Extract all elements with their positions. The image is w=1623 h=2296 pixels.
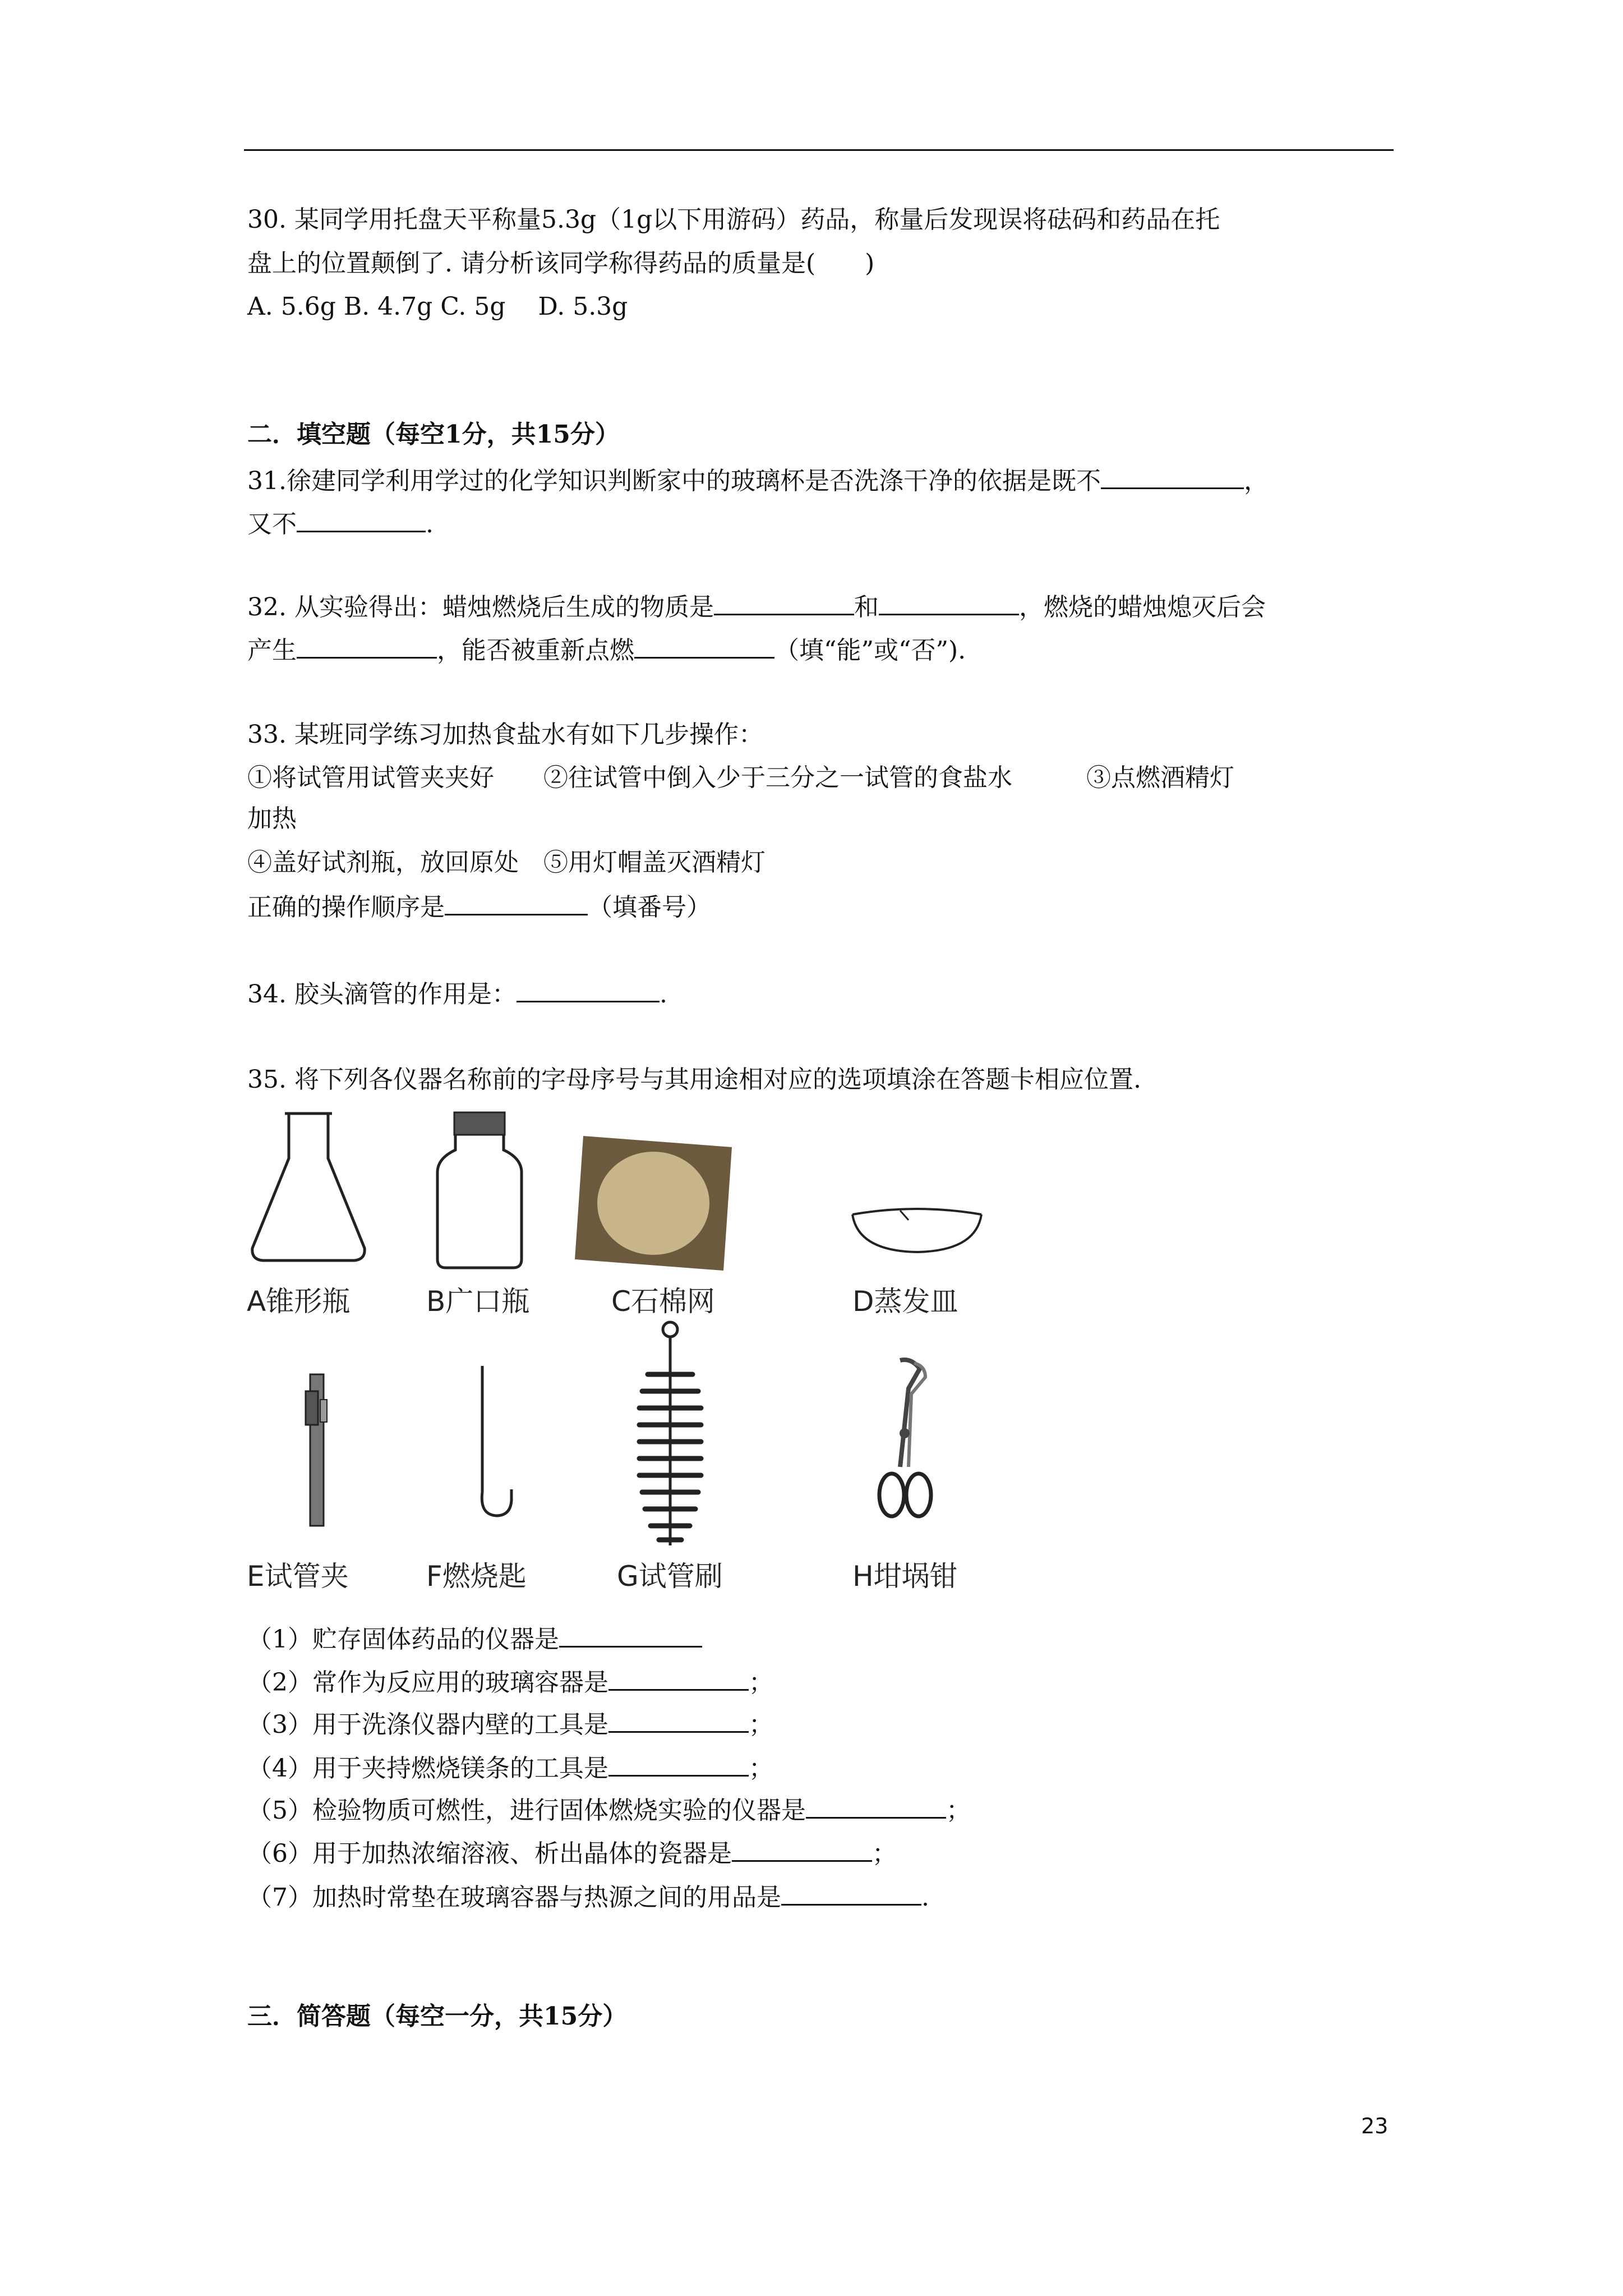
q35-item-6-blank[interactable] [732, 1835, 872, 1862]
q33-line5 [247, 889, 711, 924]
test-tube-brush-figure [628, 1318, 712, 1551]
q35-item-6-text: （6）用于加热浓缩溶液、析出晶体的瓷器是 [247, 1839, 732, 1868]
q34-blank[interactable] [517, 976, 660, 1002]
q32-line2 [247, 632, 966, 668]
q31-text-a: 31.徐建同学利用学过的化学知识判断家中的玻璃杯是否洗涤干净的依据是既不 [247, 467, 1101, 495]
q32-blank-4[interactable] [634, 632, 774, 659]
q31-text-d: . [426, 510, 434, 539]
caption-wide-mouth-bottle: B广口瓶 [426, 1285, 530, 1318]
page-number: 23 [1361, 2114, 1389, 2138]
q35-item-4-text: （4）用于夹持燃烧镁条的工具是 [247, 1754, 608, 1783]
q34-line [247, 976, 667, 1011]
q32-line1 [247, 589, 1266, 624]
q31-text-b: ， [1243, 467, 1269, 495]
q30-line1: 30. 某同学用托盘天平称量5.3g（1g以下用游码）药品，称量后发现误将砝码和药品在托 [247, 205, 1220, 234]
q33-text-a: 正确的操作顺序是 [247, 893, 445, 922]
q31-text-c: 又不 [247, 510, 297, 539]
wide-mouth-bottle-figure [432, 1108, 527, 1273]
q35-item-7-blank[interactable] [781, 1879, 921, 1906]
q35-item-2-blank[interactable] [608, 1664, 749, 1691]
q35-item-1 [247, 1621, 702, 1657]
q32-text-d: 产生 [247, 636, 297, 665]
q35-item-4 [247, 1750, 773, 1786]
header-rule [244, 149, 1394, 151]
test-tube-holder-figure [300, 1369, 334, 1531]
q32-blank-2[interactable] [879, 589, 1019, 615]
q35-item-2-text: （2）常作为反应用的玻璃容器是 [247, 1668, 608, 1697]
q35-intro: 35. 将下列各仪器名称前的字母序号与其用途相对应的选项填涂在答题卡相应位置. [247, 1065, 1141, 1094]
caption-test-tube-brush: G试管刷 [617, 1560, 723, 1593]
q31-blank-2[interactable] [297, 506, 426, 532]
crucible-tongs-figure [869, 1355, 942, 1523]
q31-line1 [247, 463, 1269, 498]
q35-item-5-end: ； [946, 1796, 971, 1825]
q35-item-2 [247, 1664, 773, 1700]
q35-item-5-text: （5）检验物质可燃性，进行固体燃烧实验的仪器是 [247, 1796, 806, 1825]
q35-item-3-end: ； [749, 1710, 773, 1739]
conical-flask-figure [247, 1108, 370, 1271]
q32-text-e: ，能否被重新点燃 [437, 636, 634, 665]
caption-conical-flask: A锥形瓶 [247, 1285, 351, 1318]
q33-line2: ①将试管用试管夹夹好 ②往试管中倒入少于三分之一试管的食盐水 ③点燃酒精灯 [247, 763, 1234, 792]
q35-item-7-end: . [921, 1883, 929, 1912]
q33-text-b: （填番号） [588, 893, 711, 922]
q30-line2: 盘上的位置颠倒了. 请分析该同学称得药品的质量是( ) [247, 249, 875, 278]
q31-blank-1[interactable] [1101, 463, 1244, 489]
q33-line1: 33. 某班同学练习加热食盐水有如下几步操作： [247, 720, 763, 749]
q35-item-7 [247, 1879, 929, 1915]
q30-options: A. 5.6g B. 4.7g C. 5g D. 5.3g [247, 292, 628, 321]
q32-blank-3[interactable] [297, 632, 437, 659]
q35-item-2-end: ； [749, 1668, 773, 1697]
q32-text-b: 和 [854, 593, 879, 622]
asbestos-gauze-figure [572, 1133, 735, 1273]
q35-item-6-end: ； [872, 1839, 897, 1868]
section2-heading: 二．填空题（每空1分，共15分） [247, 420, 620, 449]
q31-line2 [247, 506, 434, 541]
section3-heading: 三．简答题（每空一分，共15分） [247, 2002, 628, 2031]
q35-item-5-blank[interactable] [806, 1792, 946, 1819]
caption-crucible-tongs: H坩埚钳 [852, 1560, 958, 1593]
q34-text-a: 34. 胶头滴管的作用是： [247, 980, 517, 1009]
combustion-spoon-figure [465, 1363, 527, 1526]
caption-asbestos-gauze: C石棉网 [611, 1285, 715, 1318]
q34-text-b: . [659, 980, 667, 1009]
q32-text-c: ，燃烧的蜡烛熄灭后会 [1018, 593, 1266, 622]
q32-blank-1[interactable] [714, 589, 854, 615]
caption-evaporating-dish: D蒸发皿 [852, 1285, 958, 1318]
q35-item-1-blank[interactable] [559, 1621, 702, 1648]
q35-item-3-text: （3）用于洗涤仪器内壁的工具是 [247, 1710, 608, 1739]
q32-text-f: （填“能”或“否”). [774, 636, 966, 665]
q35-item-4-blank[interactable] [608, 1750, 749, 1777]
q35-item-3 [247, 1706, 773, 1742]
q35-item-7-text: （7）加热时常垫在玻璃容器与热源之间的用品是 [247, 1883, 781, 1912]
q35-item-4-end: ； [749, 1754, 773, 1783]
caption-combustion-spoon: F燃烧匙 [426, 1560, 527, 1593]
q33-blank[interactable] [445, 889, 588, 915]
q32-text-a: 32. 从实验得出：蜡烛燃烧后生成的物质是 [247, 593, 714, 622]
q35-item-6 [247, 1835, 897, 1871]
q33-line3: 加热 [247, 804, 297, 833]
q35-item-5 [247, 1792, 971, 1828]
q35-item-3-blank[interactable] [608, 1706, 749, 1733]
caption-test-tube-holder: E试管夹 [247, 1560, 349, 1593]
evaporating-dish-figure [847, 1200, 987, 1257]
q33-line4: ④盖好试剂瓶，放回原处 ⑤用灯帽盖灭酒精灯 [247, 848, 766, 877]
q35-item-1-text: （1）贮存固体药品的仪器是 [247, 1625, 559, 1654]
